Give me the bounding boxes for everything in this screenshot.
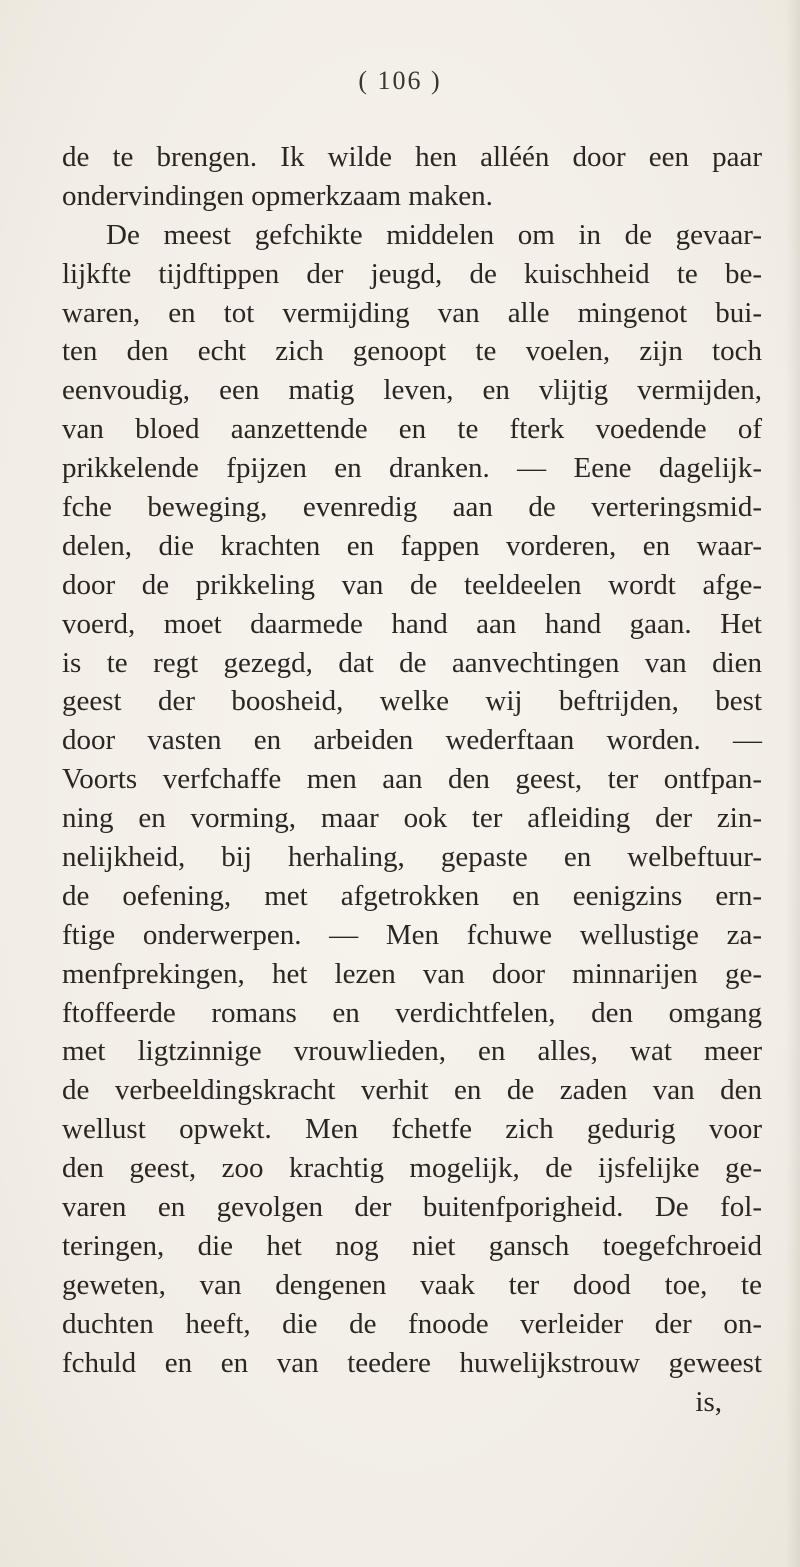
text-line: de verbeeldingskracht verhit en de zaden van den — [62, 1074, 762, 1107]
text-line: wellust opwekt. Men fchetfe zich gedurig voor — [62, 1113, 762, 1146]
text-line: delen, die krachten en fappen vorderen, en waar- — [62, 529, 762, 562]
text-line: door vasten en arbeiden wederftaan worden. — — [62, 724, 762, 757]
text-line: is te regt gezegd, dat de aanvechtingen van dien — [62, 646, 762, 679]
text-line: geweten, van dengenen vaak ter dood toe, te — [62, 1268, 762, 1301]
text-line: ftige onderwerpen. — Men fchuwe wellustige za- — [62, 918, 762, 951]
text-line: de oefening, met afgetrokken en eenigzins ern- — [62, 879, 762, 912]
text-line: geest der boosheid, welke wij beftrijden, best — [62, 685, 762, 718]
text-line: fchuld en en van teedere huwelijkstrouw geweest — [62, 1346, 762, 1379]
text-line: varen en gevolgen der buitenfporigheid. De fol- — [62, 1191, 762, 1224]
text-line: met ligtzinnige vrouwlieden, en alles, wat meer — [62, 1035, 762, 1068]
body-text — [62, 138, 762, 1421]
text-line: menfprekingen, het lezen van door minnarijen ge- — [62, 957, 762, 990]
text-line: teringen, die het nog niet gansch toegefchroeid — [62, 1229, 762, 1262]
text-line: ftoffeerde romans en verdichtfelen, den omgang — [62, 996, 762, 1029]
text-line: lijkfte tijdftippen der jeugd, de kuischheid te be- — [62, 257, 762, 290]
text-line: den geest, zoo krachtig mogelijk, de ijsfelijke ge- — [62, 1152, 762, 1185]
text-line: ten den echt zich genoopt te voelen, zijn toch — [62, 335, 762, 368]
text-line: door de prikkeling van de teeldeelen wordt afge- — [62, 568, 762, 601]
text-line: prikkelende fpijzen en dranken. — Eene dagelijk- — [62, 452, 762, 485]
text-line: ning en vorming, maar ook ter afleiding der zin- — [62, 802, 762, 835]
text-line: eenvoudig, een matig leven, en vlijtig vermijden, — [62, 374, 762, 407]
text-line: ondervindingen opmerkzaam maken. — [62, 179, 493, 212]
text-line: de te brengen. Ik wilde hen alléén door een paar — [62, 141, 762, 173]
text-line: van bloed aanzettende en te fterk voedende of — [62, 413, 762, 446]
text-line: voerd, moet daarmede hand aan hand gaan. Het — [62, 607, 762, 640]
catchword: is, — [695, 1385, 722, 1418]
text-line: duchten heeft, die de fnoode verleider der on- — [62, 1307, 762, 1340]
text-line: nelijkheid, bij herhaling, gepaste en welbeftuur- — [62, 841, 762, 874]
page-edge-shadow — [786, 0, 800, 1567]
text-line: fche beweging, evenredig aan de verteringsmid- — [62, 491, 762, 524]
text-line: waren, en tot vermijding van alle mingenot bui- — [62, 296, 762, 329]
text-line: Voorts verfchaffe men aan den geest, ter ontfpan- — [62, 763, 762, 796]
text-line: De meest gefchikte middelen om in de gevaar- — [106, 218, 762, 251]
page-number: ( 106 ) — [358, 66, 442, 95]
